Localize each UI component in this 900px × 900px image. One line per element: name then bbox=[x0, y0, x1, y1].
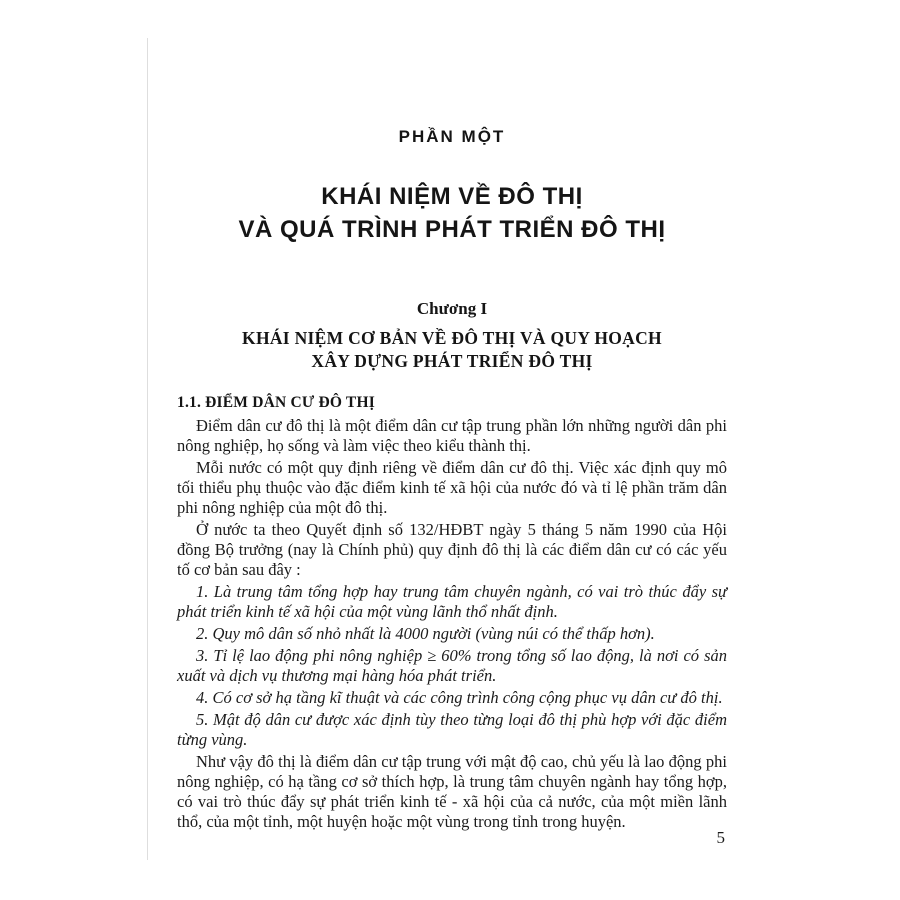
chapter-label: Chương I bbox=[416, 299, 488, 318]
page-left-edge-line bbox=[147, 38, 148, 860]
list-item-4: 4. Có cơ sở hạ tầng kĩ thuật và các công trình công cộng phục vụ dân cư đô thị. bbox=[196, 688, 723, 707]
list-item-2: 2. Quy mô dân số nhỏ nhất là 4000 người (vùng núi có thể thấp hơn). bbox=[196, 624, 655, 643]
closing-paragraph: Như vậy đô thị là điểm dân cư tập trung với mật độ cao, chủ yếu là lao động phi nông nghiệp, có hạ tầng cơ sở thích hợp, là trung tâm chuyên ngành hay tổng hợp, có vai trò thúc đẩy sự phát triển kinh tế - xã hội của cả nước, của một miền lãnh thổ, của một tỉnh, một huyện hoặc một vùng trong tỉnh trong huyện. bbox=[177, 752, 727, 831]
paragraph-2: Mỗi nước có một quy định riêng về điểm dân cư đô thị. Việc xác định quy mô tối thiểu phụ thuộc vào đặc điểm kinh tế xã hội của nước đó và tỉ lệ phần trăm dân phi nông nghiệp của một đô thị. bbox=[177, 458, 727, 517]
chapter-title bbox=[177, 327, 727, 373]
book-title-line1: KHÁI NIỆM VỀ ĐÔ THỊ bbox=[321, 183, 583, 210]
book-title bbox=[177, 180, 727, 246]
list-item-5: 5. Mật độ dân cư được xác định tùy theo từng loại đô thị phù hợp với đặc điểm từng vùng. bbox=[177, 710, 727, 749]
book-title-line2: VÀ QUÁ TRÌNH PHÁT TRIỂN ĐÔ THỊ bbox=[238, 216, 666, 243]
list-item-1: 1. Là trung tâm tổng hợp hay trung tâm chuyên ngành, có vai trò thúc đẩy sự phát triển kinh tế xã hội của một vùng lãnh thổ nhất định. bbox=[177, 582, 727, 621]
part-label: PHẦN MỘT bbox=[398, 127, 506, 146]
section-heading: 1.1. ĐIỂM DÂN CƯ ĐÔ THỊ bbox=[177, 394, 375, 411]
page-number: 5 bbox=[716, 828, 725, 847]
paragraph-3: Ở nước ta theo Quyết định số 132/HĐBT ngày 5 tháng 5 năm 1990 của Hội đồng Bộ trưởng (nay là Chính phủ) quy định đô thị là các điểm dân cư có các yếu tố cơ bản sau đây : bbox=[177, 520, 727, 579]
body-text bbox=[177, 416, 727, 832]
chapter-title-line2: XÂY DỰNG PHÁT TRIỂN ĐÔ THỊ bbox=[311, 351, 593, 371]
list-item-3: 3. Tỉ lệ lao động phi nông nghiệp ≥ 60% trong tổng số lao động, là nơi có sản xuất và dịch vụ thương mại hàng hóa phát triển. bbox=[177, 646, 727, 685]
page-content bbox=[177, 0, 727, 834]
paragraph-1: Điểm dân cư đô thị là một điểm dân cư tập trung phần lớn những người dân phi nông nghiệp, họ sống và làm việc theo kiểu thành thị. bbox=[177, 416, 727, 455]
chapter-title-line1: KHÁI NIỆM CƠ BẢN VỀ ĐÔ THỊ VÀ QUY HOẠCH bbox=[242, 328, 662, 348]
